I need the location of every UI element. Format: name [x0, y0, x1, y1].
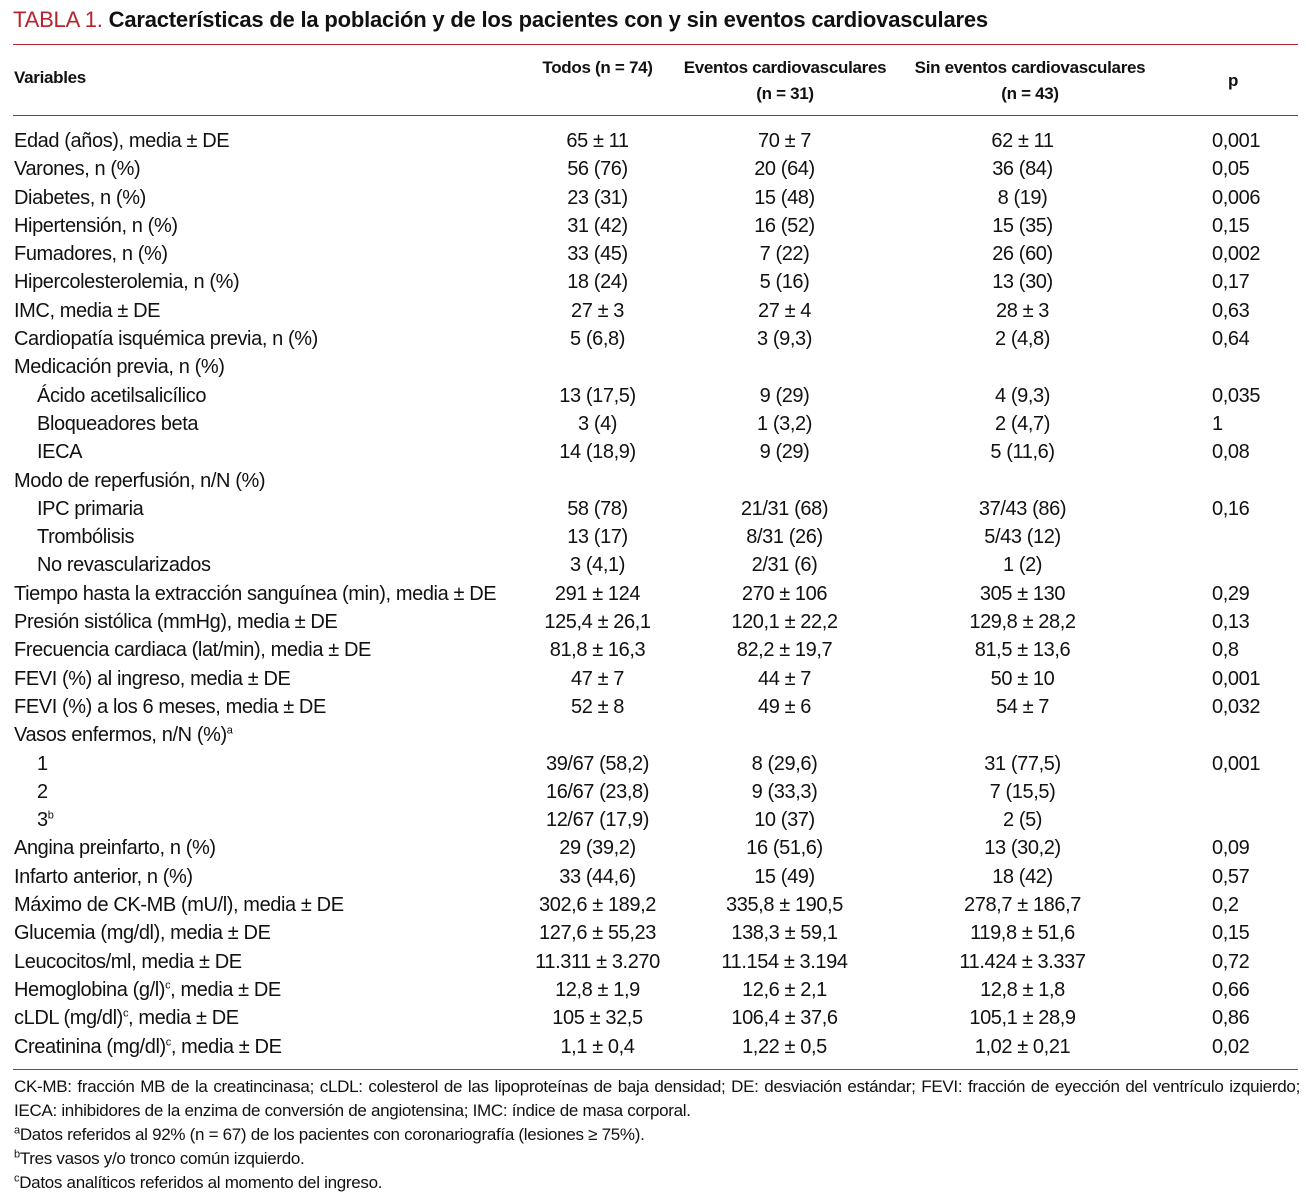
cell-variable — [14, 665, 290, 693]
cell-p: 0,05 — [1212, 158, 1250, 181]
cell-variable — [37, 410, 198, 438]
cell-eventos: 15 (49) — [754, 865, 815, 888]
cell-variable — [14, 127, 229, 155]
bottom-rule — [13, 1069, 1298, 1070]
cell-variable-text: Cardiopatía isquémica previa, n (%) — [14, 328, 318, 351]
cell-variable-text: Máximo de CK-MB (mU/l), media ± DE — [14, 894, 344, 917]
cell-todos: 127,6 ± 55,23 — [539, 922, 656, 945]
cell-variable-text: Trombólisis — [37, 526, 135, 549]
cell-todos: 18 (24) — [567, 271, 628, 294]
table-notes — [14, 1075, 1300, 1195]
cell-eventos: 335,8 ± 190,5 — [726, 894, 843, 917]
note-b — [14, 1147, 1300, 1171]
cell-eventos: 270 ± 106 — [741, 582, 828, 605]
cell-variable — [14, 863, 193, 891]
cell-variable — [14, 1033, 282, 1061]
cell-todos: 16/67 (23,8) — [545, 780, 650, 803]
cell-p: 0,16 — [1212, 497, 1250, 520]
cell-variable — [37, 382, 206, 410]
cell-variable-text: Hipercolesterolemia, n (%) — [14, 271, 240, 294]
cell-sin-eventos: 37/43 (86) — [978, 497, 1067, 520]
cell-eventos: 10 (37) — [754, 809, 815, 832]
cell-variable — [14, 608, 337, 636]
cell-eventos: 16 (52) — [754, 214, 815, 237]
cell-variable — [14, 636, 371, 664]
cell-variable-text: 2 — [37, 780, 48, 803]
cell-variable-tail: , media ± DE — [128, 1007, 239, 1030]
cell-todos: 3 (4,1) — [569, 554, 625, 577]
table-row — [0, 240, 1306, 268]
cell-variable-tail: , media ± DE — [170, 978, 281, 1001]
cell-variable-text: Vasos enfermos, n/N (%) — [14, 724, 227, 747]
table-row — [0, 750, 1306, 778]
cell-p: 0,86 — [1212, 1007, 1250, 1030]
cell-variable — [14, 721, 232, 749]
cell-sin-eventos: 7 (15,5) — [989, 780, 1056, 803]
cell-sin-eventos: 31 (77,5) — [984, 752, 1061, 775]
cell-p: 0,2 — [1212, 894, 1239, 917]
cell-sin-eventos: 13 (30,2) — [984, 837, 1061, 860]
cell-todos: 125,4 ± 26,1 — [544, 611, 651, 634]
cell-sin-eventos: 11.424 ± 3.337 — [959, 950, 1086, 973]
cell-todos: 27 ± 3 — [570, 299, 625, 322]
cell-p: 0,15 — [1212, 214, 1250, 237]
cell-variable — [37, 438, 82, 466]
table-row — [0, 495, 1306, 523]
cell-todos: 39/67 (58,2) — [545, 752, 650, 775]
cell-variable-text: Ácido acetilsalicílico — [37, 384, 207, 407]
table-row — [0, 325, 1306, 353]
cell-sin-eventos: 15 (35) — [992, 214, 1053, 237]
cell-p: 0,09 — [1212, 837, 1250, 860]
note-a-text: Datos referidos al 92% (n = 67) de los pacientes con coronariografía (lesiones ≥ 75%). — [19, 1125, 645, 1144]
cell-eventos: 49 ± 6 — [757, 695, 812, 718]
table-title — [13, 6, 988, 34]
header-eventos-line1: Eventos cardiovasculares — [683, 58, 887, 77]
cell-p: 0,08 — [1212, 441, 1250, 464]
cell-eventos: 9 (33,3) — [751, 780, 818, 803]
table-row — [0, 919, 1306, 947]
cell-todos: 11.311 ± 3.270 — [535, 950, 660, 973]
header-todos: Todos (n = 74) — [542, 58, 653, 77]
cell-variable-text: Hipertensión, n (%) — [14, 214, 178, 237]
cell-p: 0,63 — [1212, 299, 1250, 322]
header-eventos — [660, 55, 910, 107]
cell-eventos: 27 ± 4 — [757, 299, 812, 322]
cell-eventos: 8/31 (26) — [746, 526, 823, 549]
table-row — [0, 1033, 1306, 1061]
footnote-mark: c — [122, 1007, 129, 1020]
cell-variable-text: Leucocitos/ml, media ± DE — [14, 950, 242, 973]
table-row — [0, 976, 1306, 1004]
table-row — [0, 693, 1306, 721]
cell-p: 0,002 — [1212, 243, 1261, 266]
cell-todos: 291 ± 124 — [554, 582, 641, 605]
cell-variable-text: Tiempo hasta la extracción sanguínea (min), media ± DE — [14, 582, 497, 605]
header-sin-eventos — [895, 55, 1165, 107]
cell-variable-text: Edad (años), media ± DE — [14, 130, 230, 152]
table-row — [0, 268, 1306, 296]
cell-eventos: 15 (48) — [754, 186, 815, 209]
table-row — [0, 636, 1306, 664]
cell-variable-text: Varones, n (%) — [14, 158, 141, 181]
cell-sin-eventos: 26 (60) — [992, 243, 1053, 266]
note-c-text: Datos analíticos referidos al momento del ingreso. — [19, 1173, 383, 1192]
cell-todos: 65 ± 11 — [566, 130, 629, 152]
cell-variable-text: Frecuencia cardiaca (lat/min), media ± DE — [14, 639, 371, 662]
cell-sin-eventos: 1 (2) — [1002, 554, 1043, 577]
cell-p: 1 — [1212, 412, 1223, 435]
cell-eventos: 138,3 ± 59,1 — [731, 922, 838, 945]
cell-p: 0,29 — [1212, 582, 1250, 605]
cell-variable — [14, 240, 168, 268]
cell-sin-eventos: 50 ± 10 — [990, 667, 1055, 690]
cell-todos: 302,6 ± 189,2 — [539, 894, 656, 917]
cell-sin-eventos: 2 (4,7) — [994, 412, 1050, 435]
cell-eventos: 16 (51,6) — [746, 837, 823, 860]
note-a — [14, 1123, 1300, 1147]
cell-sin-eventos: 13 (30) — [992, 271, 1053, 294]
cell-eventos: 9 (29) — [759, 384, 810, 407]
header-sin-line2: (n = 43) — [1001, 84, 1059, 103]
cell-variable — [37, 806, 53, 834]
cell-p: 0,17 — [1212, 271, 1250, 294]
top-rule — [13, 44, 1298, 45]
cell-variable-text: Infarto anterior, n (%) — [14, 865, 193, 888]
cell-variable-text: IPC primaria — [37, 497, 144, 520]
cell-p: 0,001 — [1212, 667, 1261, 690]
cell-p: 0,035 — [1212, 384, 1261, 407]
cell-variable — [37, 551, 211, 579]
table-row — [0, 580, 1306, 608]
cell-sin-eventos: 54 ± 7 — [995, 695, 1050, 718]
cell-sin-eventos: 119,8 ± 51,6 — [970, 922, 1075, 945]
cell-variable-text: FEVI (%) a los 6 meses, media ± DE — [14, 695, 326, 718]
cell-sin-eventos: 2 (5) — [1002, 809, 1043, 832]
cell-sin-eventos: 28 ± 3 — [995, 299, 1050, 322]
cell-p: 0,001 — [1212, 130, 1261, 152]
cell-p: 0,64 — [1212, 328, 1250, 351]
cell-variable — [14, 325, 318, 353]
cell-sin-eventos: 12,8 ± 1,8 — [980, 978, 1065, 1001]
footnote-mark: b — [47, 809, 54, 822]
cell-eventos: 12,6 ± 2,1 — [742, 978, 827, 1001]
cell-variable — [14, 268, 239, 296]
cell-todos: 12,8 ± 1,9 — [555, 978, 640, 1001]
header-eventos-line2: (n = 31) — [756, 84, 814, 103]
table-row — [0, 467, 1306, 495]
table-row — [0, 1004, 1306, 1032]
cell-variable-text: No revascularizados — [37, 554, 211, 577]
cell-eventos: 1,22 ± 0,5 — [742, 1035, 827, 1058]
note-c-mark: c — [14, 1172, 20, 1185]
table-row — [0, 438, 1306, 466]
table-row — [0, 834, 1306, 862]
cell-todos: 52 ± 8 — [570, 695, 625, 718]
table-row — [0, 665, 1306, 693]
table-row — [0, 382, 1306, 410]
table-row — [0, 212, 1306, 240]
cell-variable — [14, 976, 281, 1004]
cell-variable-text: Angina preinfarto, n (%) — [14, 837, 216, 860]
cell-eventos: 82,2 ± 19,7 — [736, 639, 833, 662]
table-row — [0, 184, 1306, 212]
cell-p: 0,001 — [1212, 752, 1261, 775]
cell-variable-text: IMC, media ± DE — [14, 299, 161, 322]
cell-todos: 47 ± 7 — [570, 667, 625, 690]
cell-variable-text: Hemoglobina (g/l) — [14, 978, 166, 1001]
cell-todos: 29 (39,2) — [559, 837, 636, 860]
cell-eventos: 3 (9,3) — [756, 328, 812, 351]
cell-variable-text: Medicación previa, n (%) — [14, 356, 225, 379]
cell-p: 0,72 — [1212, 950, 1250, 973]
cell-p: 0,8 — [1212, 639, 1239, 662]
cell-variable — [14, 891, 344, 919]
cell-variable — [14, 353, 225, 381]
cell-eventos: 44 ± 7 — [757, 667, 812, 690]
cell-todos: 105 ± 32,5 — [552, 1007, 643, 1030]
table-row — [0, 551, 1306, 579]
cell-variable — [37, 750, 48, 778]
table-row — [0, 863, 1306, 891]
cell-eventos: 8 (29,6) — [751, 752, 818, 775]
note-b-text: Tres vasos y/o tronco común izquierdo. — [19, 1149, 305, 1168]
cell-variable — [14, 693, 326, 721]
table-row — [0, 155, 1306, 183]
note-b-mark: b — [14, 1148, 20, 1161]
cell-variable — [14, 948, 242, 976]
cell-todos: 14 (18,9) — [559, 441, 636, 464]
table-row — [0, 608, 1306, 636]
header-p: p — [1228, 71, 1239, 90]
cell-p: 0,57 — [1212, 865, 1250, 888]
header-variables: Variables — [14, 68, 86, 87]
cell-sin-eventos: 62 ± 11 — [991, 130, 1054, 152]
cell-eventos: 9 (29) — [759, 441, 810, 464]
note-a-mark: a — [14, 1124, 20, 1137]
cell-variable-text: 1 — [37, 752, 48, 775]
cell-p: 0,032 — [1212, 695, 1261, 718]
cell-variable-text: Fumadores, n (%) — [14, 243, 168, 266]
cell-eventos: 1 (3,2) — [756, 412, 812, 435]
cell-variable — [14, 155, 140, 183]
cell-sin-eventos: 129,8 ± 28,2 — [969, 611, 1076, 634]
cell-variable — [14, 1004, 239, 1032]
cell-p: 0,02 — [1212, 1035, 1250, 1058]
header-rule — [13, 115, 1298, 116]
footnote-mark: c — [165, 1035, 171, 1048]
cell-sin-eventos: 2 (4,8) — [994, 328, 1050, 351]
cell-sin-eventos: 1,02 ± 0,21 — [974, 1035, 1071, 1058]
table-row — [0, 297, 1306, 325]
cell-eventos: 2/31 (6) — [751, 554, 818, 577]
cell-variable — [37, 778, 48, 806]
table-row — [0, 948, 1306, 976]
cell-variable — [14, 919, 271, 947]
cell-variable-text: cLDL (mg/dl) — [14, 1007, 123, 1030]
cell-sin-eventos: 5 (11,6) — [990, 441, 1055, 464]
cell-variable-text: IECA — [37, 441, 83, 464]
cell-todos: 13 (17,5) — [559, 384, 636, 407]
table-label: TABLA 1. — [13, 7, 103, 32]
cell-variable-text: Creatinina (mg/dl) — [14, 1035, 166, 1058]
note-abbreviations: CK-MB: fracción MB de la creatincinasa; cLDL: colesterol de las lipoproteínas de baja densidad; DE: desviación estándar; FEVI: fracción de eyección del ventrículo izquierdo; IECA: inhibidores de la enzima de conversión de angiotensina; IMC: índice de masa corporal. — [14, 1077, 1300, 1120]
table-caption: Características de la población y de los pacientes con y sin eventos cardiovasculares — [108, 7, 988, 32]
cell-sin-eventos: 4 (9,3) — [994, 384, 1050, 407]
table-row — [0, 721, 1306, 749]
cell-todos: 1,1 ± 0,4 — [560, 1035, 635, 1058]
cell-variable-tail: , media ± DE — [170, 1035, 282, 1058]
cell-sin-eventos: 305 ± 130 — [979, 582, 1066, 605]
table-row — [0, 410, 1306, 438]
cell-variable-text: 3 — [37, 809, 48, 832]
cell-variable — [37, 495, 143, 523]
table-row — [0, 778, 1306, 806]
header-sin-line1: Sin eventos cardiovasculares — [914, 58, 1146, 77]
cell-variable-text: Presión sistólica (mmHg), media ± DE — [14, 611, 338, 634]
cell-eventos: 120,1 ± 22,2 — [731, 611, 838, 634]
cell-sin-eventos: 105,1 ± 28,9 — [969, 1007, 1076, 1030]
cell-sin-eventos: 278,7 ± 186,7 — [964, 894, 1081, 917]
cell-todos: 13 (17) — [567, 526, 628, 549]
cell-todos: 5 (6,8) — [569, 328, 625, 351]
cell-eventos: 5 (16) — [759, 271, 810, 294]
cell-sin-eventos: 8 (19) — [997, 186, 1048, 209]
cell-todos: 23 (31) — [567, 186, 628, 209]
cell-sin-eventos: 18 (42) — [992, 865, 1053, 888]
cell-variable — [14, 212, 178, 240]
cell-todos: 33 (45) — [567, 243, 628, 266]
cell-variable-text: Glucemia (mg/dl), media ± DE — [14, 922, 271, 945]
table-row — [0, 523, 1306, 551]
cell-eventos: 106,4 ± 37,6 — [731, 1007, 838, 1030]
cell-todos: 56 (76) — [567, 158, 628, 181]
cell-p: 0,13 — [1212, 611, 1250, 634]
cell-variable-text: Bloqueadores beta — [37, 412, 199, 435]
cell-sin-eventos: 36 (84) — [992, 158, 1053, 181]
table-row — [0, 891, 1306, 919]
cell-variable — [14, 580, 496, 608]
cell-todos: 58 (78) — [567, 497, 628, 520]
cell-todos: 81,8 ± 16,3 — [549, 639, 646, 662]
cell-todos: 3 (4) — [577, 412, 618, 435]
footnote-mark: c — [165, 979, 171, 992]
cell-variable — [14, 834, 216, 862]
note-c — [14, 1171, 1300, 1195]
table-row — [0, 353, 1306, 381]
table-row — [0, 127, 1306, 155]
table-body — [0, 127, 1306, 1061]
cell-todos: 33 (44,6) — [559, 865, 636, 888]
cell-sin-eventos: 81,5 ± 13,6 — [974, 639, 1071, 662]
cell-p: 0,66 — [1212, 978, 1250, 1001]
table-row — [0, 806, 1306, 834]
cell-eventos: 11.154 ± 3.194 — [721, 950, 848, 973]
cell-variable — [14, 467, 265, 495]
cell-variable-text: FEVI (%) al ingreso, media ± DE — [14, 667, 291, 690]
cell-eventos: 7 (22) — [759, 243, 810, 266]
cell-variable-text: Diabetes, n (%) — [14, 186, 146, 209]
cell-todos: 12/67 (17,9) — [545, 809, 650, 832]
cell-variable — [14, 184, 146, 212]
cell-variable-text: Modo de reperfusión, n/N (%) — [14, 469, 266, 492]
cell-variable — [37, 523, 134, 551]
footnote-mark: a — [226, 724, 233, 737]
cell-eventos: 21/31 (68) — [740, 497, 829, 520]
cell-p: 0,15 — [1212, 922, 1250, 945]
cell-eventos: 70 ± 7 — [757, 130, 812, 152]
cell-variable — [14, 297, 160, 325]
cell-todos: 31 (42) — [567, 214, 628, 237]
cell-p: 0,006 — [1212, 186, 1261, 209]
cell-eventos: 20 (64) — [754, 158, 815, 181]
cell-sin-eventos: 5/43 (12) — [984, 526, 1061, 549]
